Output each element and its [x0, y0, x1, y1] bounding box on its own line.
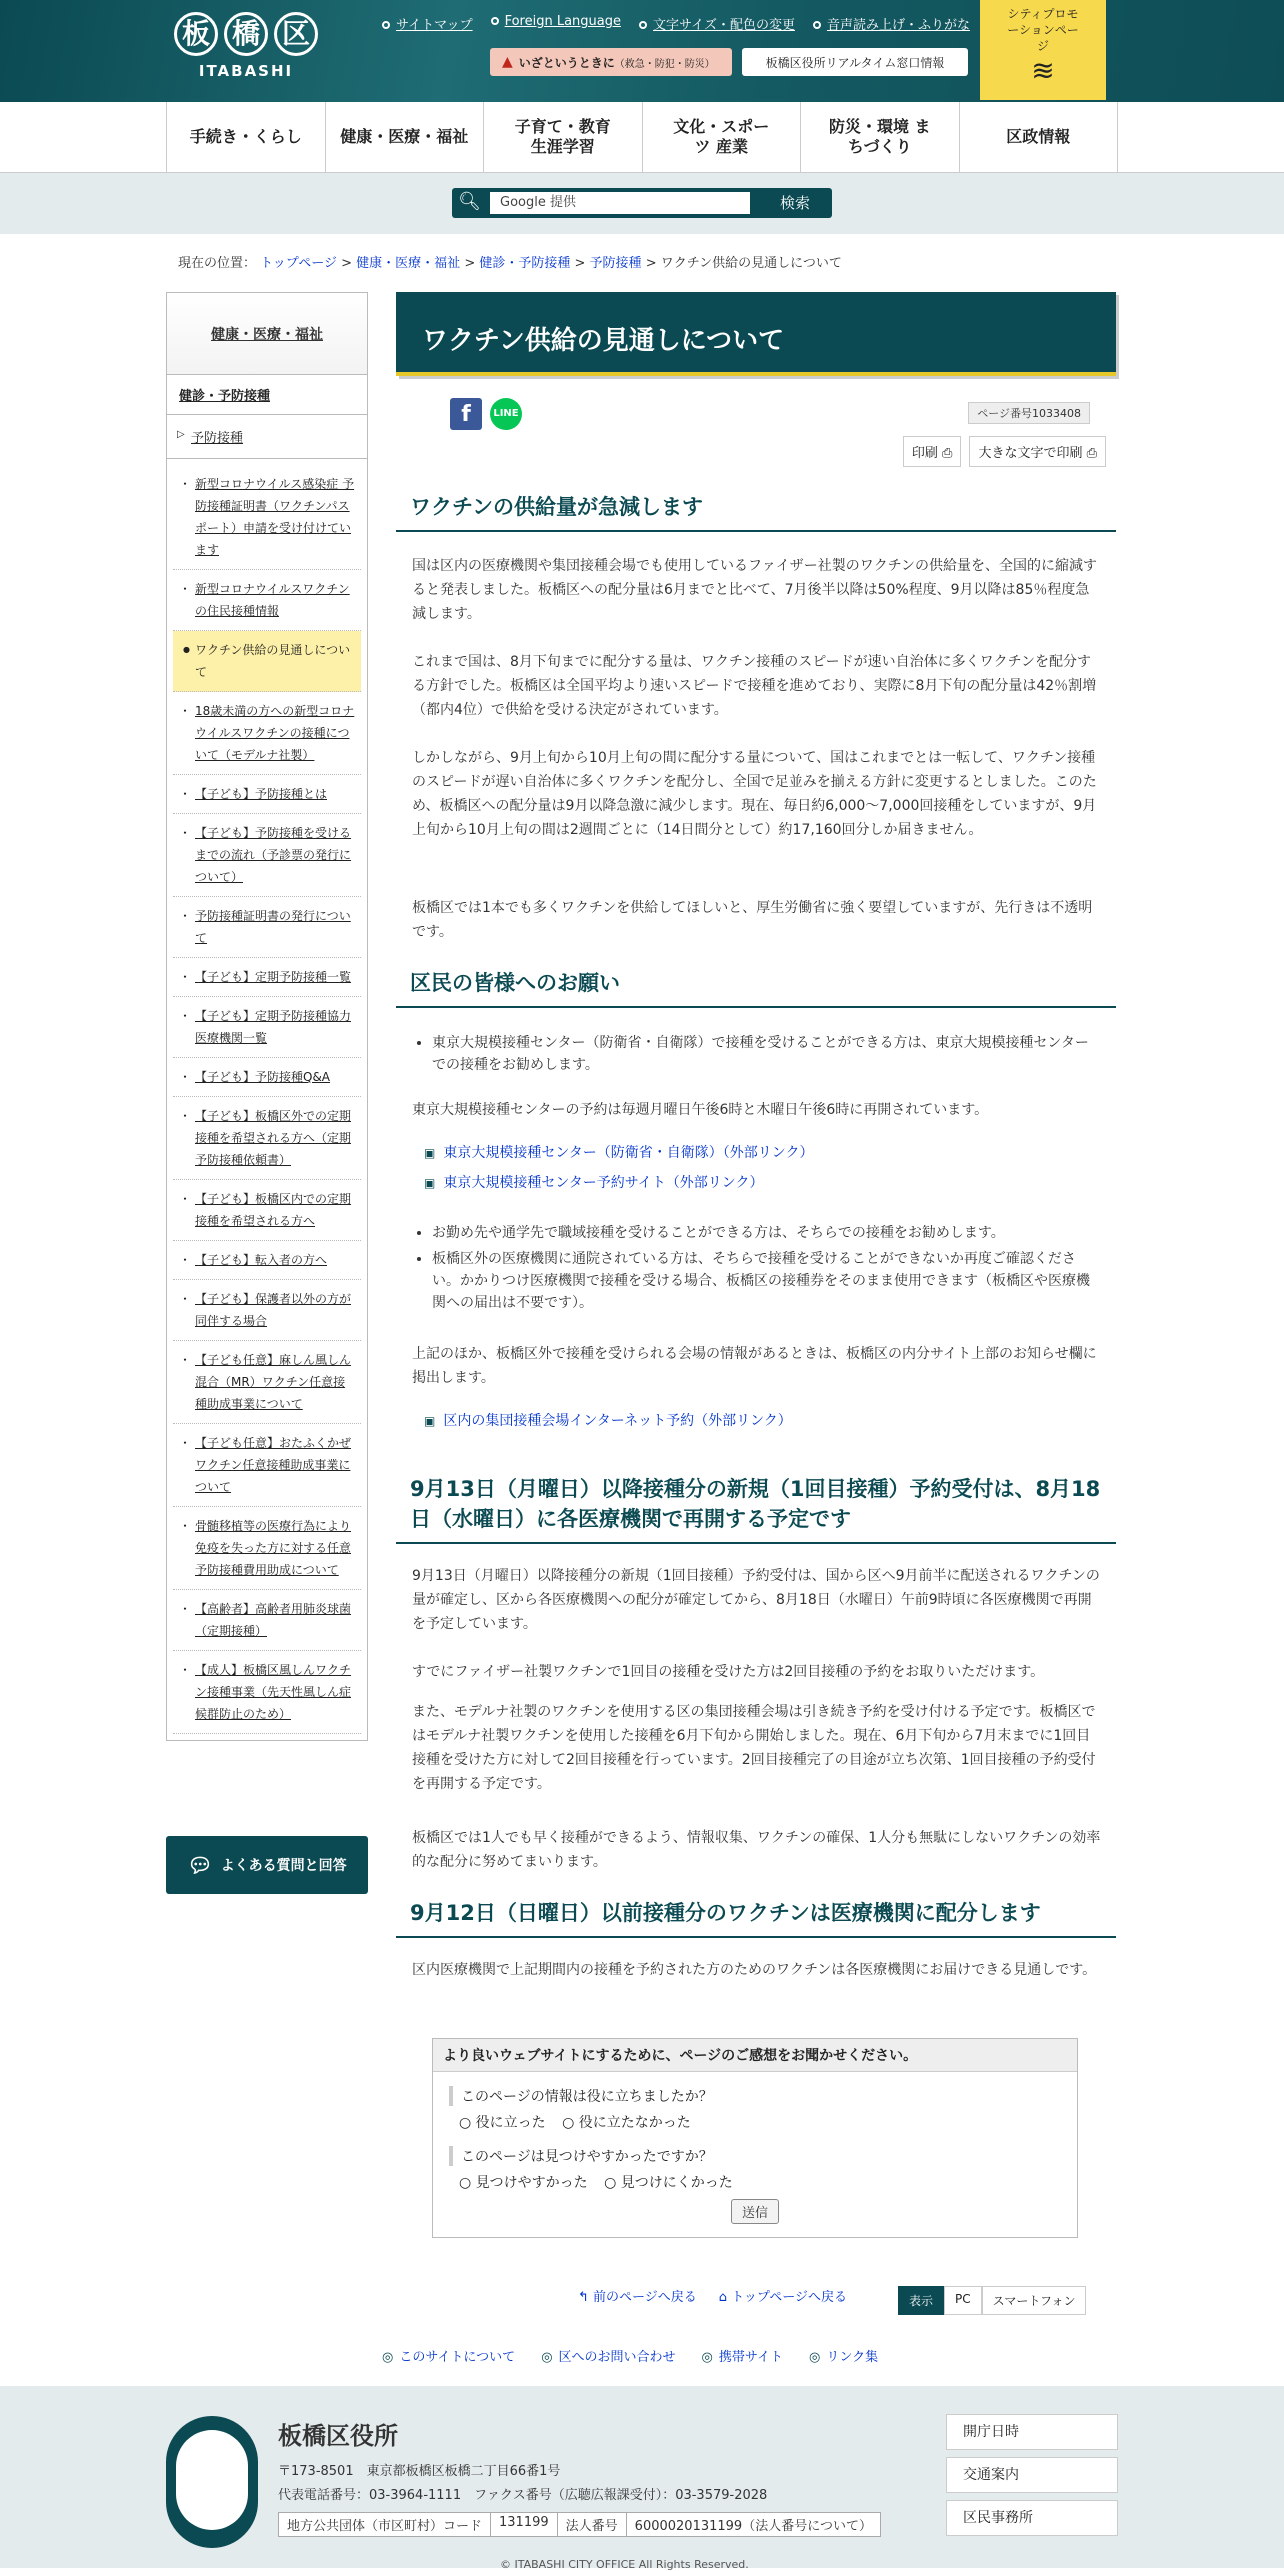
- search-button[interactable]: 検索: [779, 194, 810, 212]
- sidebar-item[interactable]: ・ 【子ども】予防接種とは: [173, 775, 361, 814]
- nav-tetsuzuki[interactable]: 手続き・くらし: [167, 102, 326, 172]
- footer-codes: 地方公共団体（市区町村）コード 131199 法人番号 6000020131199（法人番号について）: [278, 2512, 880, 2537]
- sitemap-link[interactable]: サイトマップ: [382, 14, 473, 33]
- bullet-list: [432, 1222, 1102, 1318]
- paragraph: 国は区内の医療機関や集団接種会場でも使用しているファイザー社製のワクチンの供給量を、全国的に縮減すると発表しました。板橋区への配分量は6月までと比べて、7月後半以降は50%程度、9月以降は85％程度急減します。: [412, 558, 1098, 622]
- search-box: [452, 188, 832, 218]
- logo-char: 区: [274, 12, 318, 56]
- nav-kusei[interactable]: 区政情報: [960, 102, 1119, 172]
- feedback-form: [432, 2038, 1078, 2238]
- footer-phone: 代表電話番号：03-3964-1111 ファクス番号（広聴広報課受付）：03-3579-2028: [278, 2488, 768, 2503]
- logo-char: 板: [174, 12, 218, 56]
- nav-kosodate[interactable]: 子育て・教育 生涯学習: [484, 102, 643, 172]
- paragraph: これまで国は、8月下旬までに配分する量は、ワクチン接種のスピードが速い自治体に多くワクチンを配分する方針でした。板橋区は全国平均より速いスピードで接種を進めており、実際に8月下旬の配分量は42％割増（都内4位）で供給を受ける決定がされています。: [412, 654, 1097, 718]
- home-icon: ⌂: [718, 2290, 728, 2305]
- foreign-language-link[interactable]: Foreign Language: [491, 14, 621, 33]
- list-item: • 板橋区外の医療機関に通院されている方は、そちらで接種を受けることができないか再度ご確認ください。かかりつけ医療機関で接種を受ける場合、板橋区の接種券をそのまま使用できます（板橋区や医療機関への届出は不要です）。: [432, 1248, 1102, 1314]
- sidebar-item[interactable]: ・ 【子ども】定期予防接種一覧: [173, 958, 361, 997]
- city-promotion-button[interactable]: シティプロモーションページ ≋: [980, 0, 1106, 100]
- page-number: ページ番号1033408: [968, 402, 1090, 424]
- corp-number-link[interactable]: 法人番号について: [755, 2519, 859, 2534]
- nav-bousai[interactable]: 防災・環境 まちづくり: [801, 102, 960, 172]
- mobile-site-link[interactable]: ◎ 携帯サイト: [702, 2346, 783, 2365]
- sidebar-item[interactable]: ・ 【子ども】板橋区内での定期接種を希望される方へ: [173, 1180, 361, 1241]
- sidebar-list: [166, 459, 368, 1741]
- external-link[interactable]: ▣ 東京大規模接種センター予約サイト（外部リンク）: [424, 1172, 764, 1192]
- sidebar-item[interactable]: ・ 【高齢者】高齢者用肺炎球菌（定期接種）: [173, 1590, 361, 1651]
- feedback-question: このページの情報は役に立ちましたか？: [449, 2086, 1077, 2106]
- sidebar-item[interactable]: ・ 新型コロナウイルス感染症 予防接種証明書（ワクチンパスポート）申請を受け付けています: [173, 465, 361, 570]
- warning-icon: ▲: [502, 54, 513, 70]
- external-link[interactable]: ▣ 区内の集団接種会場インターネット予約（外部リンク）: [424, 1410, 792, 1430]
- sidebar-item[interactable]: ・ 【子ども】定期予防接種協力医療機関一覧: [173, 997, 361, 1058]
- easy-find-radio[interactable]: ○ 見つけやすかった: [459, 2175, 588, 2191]
- page-navigation: [578, 2286, 847, 2305]
- sidebar-item[interactable]: ・ 【子ども任意】おたふくかぜワクチン任意接種助成事業について: [173, 1424, 361, 1507]
- sidebar-title[interactable]: 健康・医療・福祉: [166, 292, 368, 374]
- print-button[interactable]: 印刷 ⎙: [903, 436, 962, 467]
- section-heading: ワクチンの供給量が急減します: [396, 486, 1116, 532]
- footer-links: [382, 2346, 878, 2365]
- paragraph: すでにファイザー社製ワクチンで1回目の接種を受けた方は2回目接種の予約をお取りいただけます。: [412, 1664, 1045, 1680]
- bullet-list: [432, 1032, 1102, 1080]
- mode-pc[interactable]: PC: [944, 2286, 982, 2315]
- main-content: [396, 292, 1116, 2221]
- sidebar-item[interactable]: ・ 【子ども】板橋区外での定期接種を希望される方へ（定期予防接種依頼書）: [173, 1097, 361, 1180]
- mode-smartphone[interactable]: スマートフォン: [982, 2286, 1087, 2315]
- footer-buttons: [946, 2414, 1118, 2543]
- faq-button[interactable]: 💬︎ よくある質問と回答: [166, 1836, 368, 1894]
- list-item: • 東京大規模接種センター（防衛省・自衛隊）で接種を受けることができる方は、東京大規模接種センターでの接種をお勧めします。: [432, 1032, 1102, 1076]
- sidebar-item[interactable]: ・ 18歳未満の方への新型コロナウイルスワクチンの接種について（モデルナ社製）: [173, 692, 361, 775]
- sidebar: [166, 292, 368, 1741]
- paragraph: しかしながら、9月上旬から10月上旬の間に配分する量について、国はこれまでとは一転して、ワクチン接種のスピードが遅い自治体に多くワクチンを配分し、全国で足並みを揃える方針に変更するとしました。このため、板橋区への配分量は9月以降急激に減少します。現在、毎日約6,000～7,000回接種をしていますが、9月上旬から10月上旬の間は2週間ごとに（14日間分として）約17,160回分しか届きません。: [412, 750, 1097, 838]
- footer-office-name: 板橋区役所: [278, 2422, 398, 2450]
- sidebar-item[interactable]: ・ 予防接種証明書の発行について: [173, 897, 361, 958]
- promo-icon: ≋: [1031, 54, 1055, 87]
- nav-bunka[interactable]: 文化・スポーツ 産業: [643, 102, 802, 172]
- section-heading: 9月12日（日曜日）以前接種分のワクチンは医療機関に配分します: [396, 1892, 1116, 1938]
- printer-icon: ⎙: [1086, 446, 1097, 461]
- city-emblem: [166, 2416, 258, 2548]
- branch-office-button[interactable]: 区民事務所: [946, 2500, 1118, 2536]
- site-footer: [0, 2386, 1284, 2571]
- breadcrumb-current: ワクチン供給の見通しについて: [660, 256, 842, 271]
- font-size-link[interactable]: 文字サイズ・配色の変更: [639, 14, 795, 33]
- contact-link[interactable]: ◎ 区へのお問い合わせ: [541, 2346, 675, 2365]
- paragraph: 9月13日（月曜日）以降接種分の新規（1回目接種）予約受付は、国から区へ9月前半に配送されるワクチンの量が確定し、区から各医療機関への配分が確定してから、8月18日（水曜日）午前9時頃に各医療機関で再開を予定しています。: [412, 1568, 1100, 1632]
- sidebar-item[interactable]: ・ 【子ども】転入者の方へ: [173, 1241, 361, 1280]
- nav-kenko[interactable]: 健康・医療・福祉: [326, 102, 485, 172]
- facebook-share-icon[interactable]: f: [450, 398, 482, 430]
- logo-char: 橋: [224, 12, 268, 56]
- line-share-icon[interactable]: LINE: [490, 398, 522, 430]
- sidebar-item[interactable]: ・ 【子ども】保護者以外の方が同伴する場合: [173, 1280, 361, 1341]
- emergency-button[interactable]: ▲ いざというときに （救急・防犯・防災）: [490, 48, 732, 76]
- paragraph: 上記のほか、板橋区外で接種を受けられる会場の情報があるときは、板橋区の内分サイト上部のお知らせ欄に掲出します。: [412, 1346, 1097, 1386]
- footer-address: 〒173-8501 東京都板橋区板橋二丁目66番1号: [278, 2464, 561, 2479]
- section-heading: 9月13日（月曜日）以降接種分の新規（1回目接種）予約受付は、8月18日（水曜日）に各医療機関で再開する予定です: [396, 1468, 1116, 1544]
- sidebar-item-current: ● ワクチン供給の見通しについて: [173, 631, 361, 692]
- sidebar-item[interactable]: ・ 新型コロナウイルスワクチンの住民接種情報: [173, 570, 361, 631]
- access-button[interactable]: 交通案内: [946, 2457, 1118, 2493]
- breadcrumb-link[interactable]: 予防接種: [589, 256, 642, 271]
- external-link[interactable]: ▣ 東京大規模接種センター（防衛省・自衛隊）（外部リンク）: [424, 1142, 814, 1162]
- office-hours-button[interactable]: 開庁日時: [946, 2414, 1118, 2450]
- search-input[interactable]: Google 提供: [490, 192, 750, 214]
- global-nav: [166, 102, 1118, 172]
- top-page-link[interactable]: ⌂ トップページへ戻る: [718, 2290, 848, 2305]
- search-band: [0, 172, 1284, 234]
- send-button[interactable]: 送信: [731, 2199, 779, 2224]
- realtime-counter-button[interactable]: 板橋区役所リアルタイム窓口情報: [742, 48, 968, 76]
- breadcrumb-link[interactable]: トップページ: [260, 256, 337, 271]
- feedback-heading: より良いウェブサイトにするために、ページのご感想をお聞かせください。: [433, 2039, 1077, 2072]
- about-site-link[interactable]: ◎ このサイトについて: [382, 2346, 515, 2365]
- copyright: © ITABASHI CITY OFFICE All Rights Reserved.: [500, 2558, 749, 2571]
- breadcrumb: 現在の位置： トップページ > 健康・医療・福祉 > 健診・予防接種 > 予防接種 > ワクチン供給の見通しについて: [178, 256, 842, 271]
- useful-radio[interactable]: ○ 役に立った: [459, 2115, 546, 2131]
- sidebar-item[interactable]: ・ 【子ども】予防接種を受けるまでの流れ（予診票の発行について）: [173, 814, 361, 897]
- paragraph: 区内医療機関で上記期間内の接種を予約された方のためのワクチンは各医療機関にお届けできる見通しです。: [412, 1962, 1097, 1978]
- sidebar-category[interactable]: 健診・予防接種: [166, 374, 368, 415]
- print-buttons: [903, 436, 1106, 467]
- paragraph: 板橋区では1本でも多くワクチンを供給してほしいと、厚生労働省に強く要望していますが、先行きは不透明です。: [412, 900, 1093, 940]
- links-link[interactable]: ◎ リンク集: [809, 2346, 878, 2365]
- paragraph: また、モデルナ社製のワクチンを使用する区の集団接種会場は引き続き予約を受け付ける予定です。板橋区ではモデルナ社製ワクチンを使用した接種を6月下旬から開始しました。現在、6月下旬から7月末までに1回目接種を受けた方に対して2回目接種を行っています。2回目接種完了の目途が立ち次第、1回目接種の予約受付を再開する予定です。: [412, 1704, 1096, 1792]
- search-icon: 🔍︎: [458, 191, 481, 212]
- back-link[interactable]: ↰ 前のページへ戻る: [578, 2290, 697, 2305]
- hard-find-radio[interactable]: ○ 見つけにくかった: [604, 2175, 733, 2191]
- paragraph: 東京大規模接種センターの予約は毎週月曜日午後6時と木曜日午後6時に再開されています。: [412, 1102, 989, 1118]
- utility-links: [382, 14, 970, 33]
- breadcrumb-link[interactable]: 健康・医療・福祉: [356, 256, 461, 271]
- printer-icon: ⎙: [942, 446, 953, 461]
- social-share: [450, 398, 522, 430]
- site-logo[interactable]: [166, 12, 326, 87]
- back-icon: ↰: [578, 2290, 589, 2305]
- page-title: ワクチン供給の見通しについて: [396, 292, 1116, 376]
- list-item: • お勤め先や通学先で職域接種を受けることができる方は、そちらでの接種をお勧めします。: [432, 1222, 1102, 1244]
- feedback-question: このページは見つけやすかったですか？: [449, 2146, 1077, 2166]
- sidebar-item[interactable]: ・ 【成人】板橋区風しんワクチン接種事業（先天性風しん症候群防止のため）: [173, 1651, 361, 1734]
- sidebar-item[interactable]: ・ 【子ども任意】麻しん風しん混合（MR）ワクチン任意接種助成事業について: [173, 1341, 361, 1424]
- breadcrumb-link[interactable]: 健診・予防接種: [479, 256, 571, 271]
- mode-display: 表示: [898, 2286, 944, 2315]
- logo-en: ITABASHI: [198, 62, 294, 80]
- paragraph: 板橋区では1人でも早く接種ができるよう、情報収集、ワクチンの確保、1人分も無駄にしないワクチンの効率的な配分に努めてまいります。: [412, 1830, 1101, 1870]
- sidebar-item[interactable]: ・ 【子ども】予防接種Q&A: [173, 1058, 361, 1097]
- chat-icon: 💬︎: [187, 1853, 213, 1877]
- section-heading: 区民の皆様へのお願い: [396, 962, 1116, 1008]
- site-header: [0, 0, 1284, 102]
- print-large-button[interactable]: 大きな文字で印刷 ⎙: [969, 436, 1106, 467]
- sidebar-subcategory[interactable]: ▷ 予防接種: [166, 415, 368, 459]
- voice-reading-link[interactable]: 音声読み上げ・ふりがな: [813, 14, 970, 33]
- sidebar-item[interactable]: ・ 骨髄移植等の医療行為により免疫を失った方に対する任意予防接種費用助成について: [173, 1507, 361, 1590]
- display-mode-switch: [898, 2286, 1086, 2315]
- not-useful-radio[interactable]: ○ 役に立たなかった: [562, 2115, 691, 2131]
